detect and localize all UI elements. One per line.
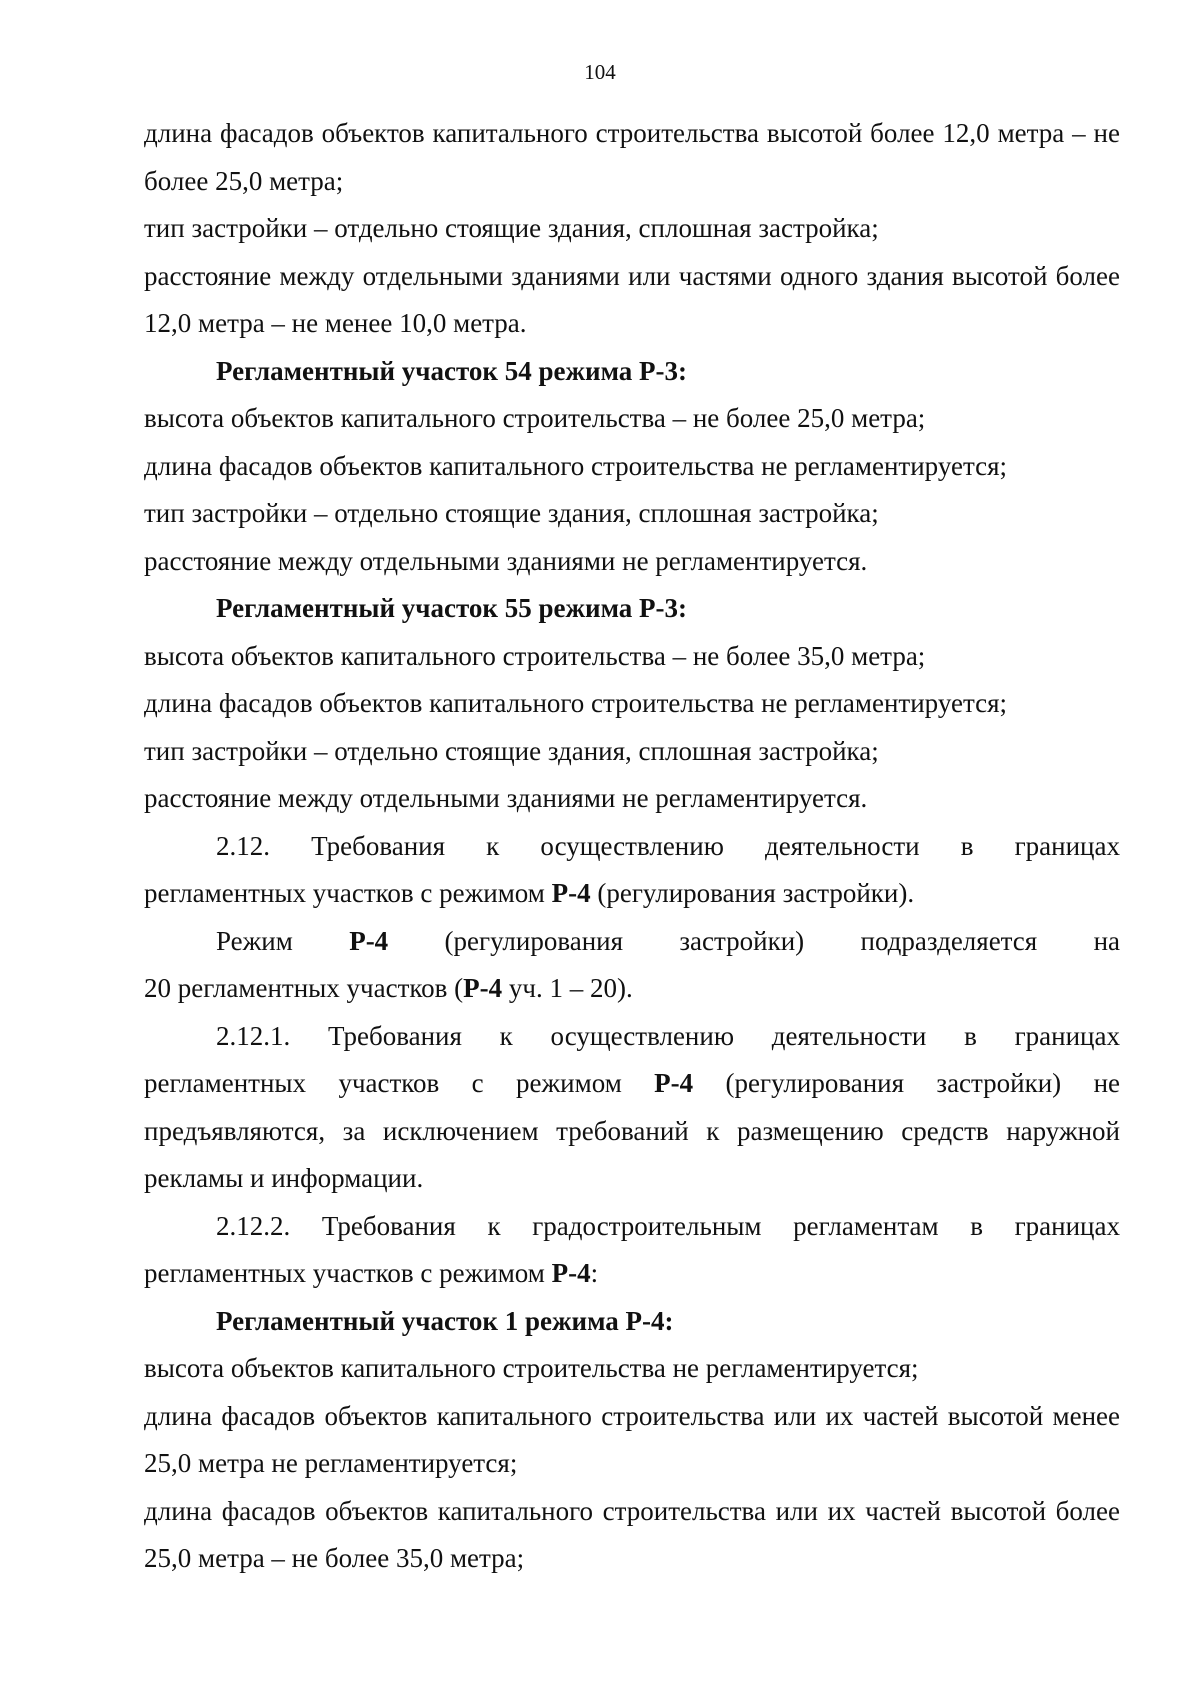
section-2-12-2-line2	[144, 1250, 1120, 1298]
paragraph-distance-55: расстояние между отдельными зданиями не регламентируется.	[144, 783, 868, 813]
section-2-12-1-line2	[144, 1060, 1120, 1108]
paragraph-section-2-12-2	[144, 1203, 1120, 1298]
document-body	[144, 110, 1120, 1583]
mode-division-text: (регулирования застройки) подразделяется на	[444, 925, 1120, 956]
section-2-12-line1: 2.12. Требования к осуществлению деятельности в границах	[216, 830, 1120, 861]
section-2-12-1-text-end: (регулирования застройки) не	[693, 1068, 1120, 1098]
paragraph-mode-division	[144, 918, 1120, 1013]
mode-division-line2	[144, 965, 1120, 1013]
paragraph-facade-55: длина фасадов объектов капитального строительства не регламентируется;	[144, 688, 1007, 718]
section-2-12-2-line1: 2.12.2. Требования к градостроительным регламентам в границах	[216, 1210, 1120, 1241]
paragraph-distance-54: расстояние между отдельными зданиями не регламентируется.	[144, 545, 868, 576]
paragraph-height-55: высота объектов капитального строительства – не более 35,0 метра;	[144, 640, 926, 671]
section-2-12-1-text: регламентных участков с режимом	[144, 1068, 655, 1098]
mode-code: Р-4	[551, 1258, 591, 1288]
mode-division-count: 20 регламентных участков (	[144, 973, 464, 1003]
section-heading-55: Регламентный участок 55 режима Р-3:	[216, 593, 688, 623]
section-2-12-line2	[144, 870, 1120, 918]
paragraph-type-54: тип застройки – отдельно стоящие здания, сплошная застройка;	[144, 498, 879, 528]
mode-code: Р-4	[654, 1068, 694, 1098]
mode-code: Р-4	[551, 878, 591, 908]
paragraph-height-54: высота объектов капитального строительства – не более 25,0 метра;	[144, 403, 926, 433]
section-heading-1: Регламентный участок 1 режима Р-4:	[216, 1305, 674, 1336]
section-heading-54: Регламентный участок 54 режима Р-3:	[216, 355, 688, 386]
section-2-12-text-end: (регулирования застройки).	[590, 878, 915, 908]
mode-code: Р-4	[349, 925, 389, 956]
paragraph-facade-54: длина фасадов объектов капитального строительства не регламентируется;	[144, 450, 1007, 481]
paragraph-section-2-12-1	[144, 1013, 1120, 1203]
section-2-12-2-text: регламентных участков с режимом	[144, 1258, 552, 1288]
section-2-12-1-rest: предъявляются, за исключением требований к размещению средств наружной рекламы и информации.	[144, 1115, 1120, 1193]
paragraph-height-1: высота объектов капитального строительства не регламентируется;	[144, 1353, 919, 1383]
paragraph-distance: расстояние между отдельными зданиями или частями одного здания высотой более 12,0 метра – не менее 10,0 метра.	[144, 260, 1120, 338]
mode-code: Р-4	[463, 973, 503, 1003]
paragraph-facade-above-25: длина фасадов объектов капитального строительства или их частей высотой более 25,0 метра – не более 35,0 метра;	[144, 1495, 1120, 1573]
paragraph-type-55: тип застройки – отдельно стоящие здания, сплошная застройка;	[144, 735, 879, 766]
mode-division-range: уч. 1 – 20).	[502, 973, 633, 1003]
page-number: 104	[584, 60, 616, 84]
paragraph-building-type: тип застройки – отдельно стоящие здания, сплошная застройка;	[144, 213, 879, 243]
paragraph-facade-below-25: длина фасадов объектов капитального строительства или их частей высотой менее 25,0 метра не регламентируется;	[144, 1400, 1120, 1478]
section-2-12-2-colon: :	[590, 1258, 599, 1288]
mode-label: Режим	[216, 925, 293, 956]
paragraph-facade-length: длина фасадов объектов капитального строительства высотой более 12,0 метра – не более 25,0 метра;	[144, 118, 1120, 196]
section-2-12-1-line1: 2.12.1. Требования к осуществлению деятельности в границах	[216, 1020, 1120, 1051]
paragraph-section-2-12	[144, 823, 1120, 918]
section-2-12-text: регламентных участков с режимом	[144, 878, 552, 908]
mode-division-line1	[144, 918, 1120, 966]
